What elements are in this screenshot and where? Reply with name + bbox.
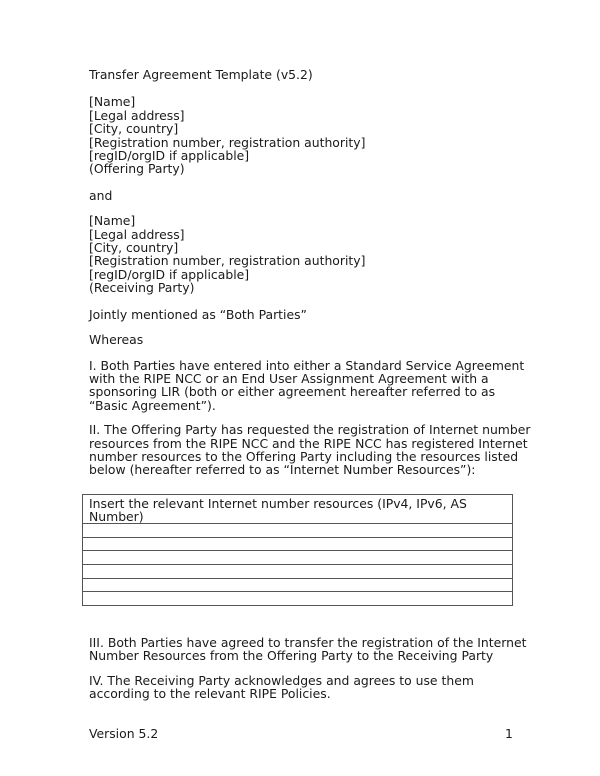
offering-party-regid: [regID/orgID if applicable] — [89, 148, 250, 164]
clause-2-line: number resources to the Offering Party including the resources listed — [89, 448, 519, 464]
offering-party-registration: [Registration number, registration authority] — [89, 134, 366, 150]
clause-4-line: IV. The Receiving Party acknowledges and agrees to use them — [89, 672, 474, 688]
jointly-mentioned-text: Jointly mentioned as “Both Parties” — [89, 306, 307, 322]
table-row — [83, 592, 513, 606]
receiving-party-label: (Receiving Party) — [89, 280, 195, 296]
footer-page-number: 1 — [505, 726, 513, 741]
clause-2-line: II. The Offering Party has requested the registration of Internet number — [89, 422, 531, 438]
receiving-party-registration: [Registration number, registration authority] — [89, 253, 366, 269]
offering-party-label: (Offering Party) — [89, 161, 185, 177]
table-row — [83, 578, 513, 592]
clause-3-line: III. Both Parties have agreed to transfer the registration of the Internet — [89, 635, 527, 650]
clause-2-line: below (hereafter referred to as “Internet Number Resources”): — [89, 462, 476, 478]
receiving-party-city-country: [City, country] — [89, 240, 179, 256]
resources-table-header: Insert the relevant Internet number resources (IPv4, IPv6, AS Number) — [83, 495, 513, 524]
offering-party-block — [89, 95, 519, 175]
table-cell[interactable] — [83, 564, 513, 578]
table-cell[interactable] — [83, 537, 513, 551]
clause-3 — [89, 635, 527, 664]
whereas-heading: Whereas — [89, 332, 144, 348]
table-cell[interactable] — [83, 592, 513, 606]
receiving-party-name: [Name] — [89, 213, 136, 229]
table-row — [83, 551, 513, 565]
receiving-party-block — [89, 214, 519, 294]
table-row — [83, 524, 513, 538]
document-title: Transfer Agreement Template (v5.2) — [89, 67, 313, 82]
clause-4-line: according to the relevant RIPE Policies. — [89, 686, 331, 702]
receiving-party-legal-address: [Legal address] — [89, 226, 185, 242]
resources-table — [82, 494, 513, 606]
offering-party-name: [Name] — [89, 94, 136, 110]
receiving-party-regid: [regID/orgID if applicable] — [89, 266, 250, 282]
clause-2-line: resources from the RIPE NCC and the RIPE NCC has registered Internet — [89, 435, 528, 451]
clause-3-line: Number Resources from the Offering Party to the Receiving Party — [89, 648, 494, 664]
table-cell[interactable] — [83, 578, 513, 592]
table-row — [83, 564, 513, 578]
clause-4 — [89, 674, 519, 701]
document-body-lower — [89, 635, 527, 712]
document-body — [89, 67, 531, 488]
offering-party-legal-address: [Legal address] — [89, 107, 185, 123]
table-cell[interactable] — [83, 551, 513, 565]
offering-party-city-country: [City, country] — [89, 121, 179, 137]
table-row — [83, 537, 513, 551]
clause-1-line: with the RIPE NCC or an End User Assignment Agreement with a — [89, 370, 489, 386]
clause-1 — [89, 357, 525, 413]
and-text: and — [89, 187, 113, 203]
clause-2 — [89, 422, 531, 478]
clause-1-line: sponsoring LIR (both or either agreement hereafter referred to as — [89, 384, 496, 400]
table-cell[interactable] — [83, 524, 513, 538]
resources-table-header-row — [83, 495, 513, 524]
clause-1-line: “Basic Agreement”). — [89, 397, 216, 413]
clause-1-line: I. Both Parties have entered into either a Standard Service Agreement — [89, 357, 525, 373]
footer-version: Version 5.2 — [89, 726, 159, 741]
